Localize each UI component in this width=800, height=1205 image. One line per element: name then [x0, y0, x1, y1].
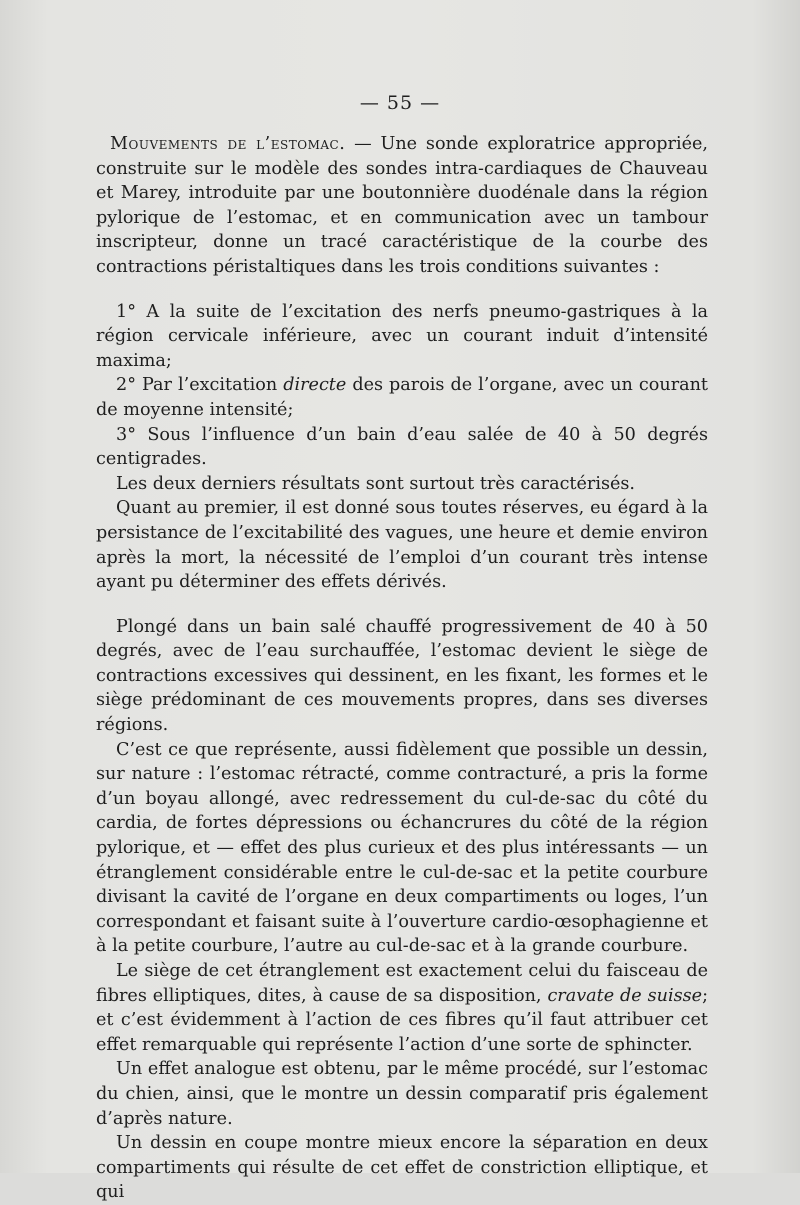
- page-number: — 55 —: [359, 92, 441, 114]
- paragraph-3: Plongé dans un bain salé chauffé progressivement de 40 à 50 degrés, avec de l’eau surchauffée, l’estomac devient le siège de contractions excessives qui dessinent, en les fixant, les formes et le siège prédominant de ces mouvements propres, dans ses diverses régions.: [96, 616, 708, 736]
- paragraph-1: Les deux derniers résultats sont surtout très caractérisés.: [116, 473, 636, 494]
- section-intro-paragraph: [96, 132, 708, 280]
- paragraph-5: [96, 959, 708, 1057]
- paragraph-5-prefix: Le siège de cet étranglement est exactement celui du faisceau de fibres elliptiques, dites, à cause de sa disposition,: [96, 961, 708, 1006]
- condition-2-prefix: 2° Par l’excitation: [116, 375, 284, 396]
- paragraph-4: C’est ce que représente, aussi fidèlement que possible un dessin, sur nature : l’estomac rétracté, comme contracturé, a pris la forme d’un boyau allongé, avec redressement du cul-de-sac du côté du cardia, de fortes dépressions ou échancrures du côté de la région pylorique, et — effet des plus curieux et des plus intéressants — un étranglement considérable entre le cul-de-sac et la petite courbure divisant la cavité de l’organe en deux compartiments ou loges, l’un correspondant et faisant suite à l’ouverture cardio-œsophagienne et à la petite courbure, l’autre au cul-de-sac et à la grande courbure.: [96, 739, 708, 957]
- condition-2-emphasis: directe: [283, 375, 347, 396]
- body-text: [96, 132, 708, 1205]
- paragraph-7: Un dessin en coupe montre mieux encore la séparation en deux compartiments qui résulte de cet effet de constriction elliptique, et qui: [96, 1133, 708, 1203]
- section-heading: Mouvements de l’estomac.: [110, 134, 346, 154]
- paragraph-5-emphasis: cravate de suisse: [547, 985, 703, 1006]
- paragraph-6: Un effet analogue est obtenu, par le même procédé, sur l’estomac du chien, ainsi, que le montre un dessin comparatif pris également d’après nature.: [96, 1059, 708, 1129]
- condition-3: 3° Sous l’influence d’un bain d’eau salée de 40 à 50 degrés centigrades.: [96, 424, 708, 470]
- paragraph-2: Quant au premier, il est donné sous toutes réserves, eu égard à la persistance de l’excitabilité des vagues, une heure et demie environ après la mort, la nécessité de l’emploi d’un courant très intense ayant pu déterminer des effets dérivés.: [96, 498, 708, 593]
- condition-2-suffix: des parois de l’organe, avec un courant de moyenne intensité;: [96, 375, 708, 420]
- section-intro-text: — Une sonde exploratrice appropriée, construite sur le modèle des sondes intra-cardiaques de Chauveau et Marey, introduite par une boutonnière duodénale dans la région pylorique de l’estomac, et en communication avec un tambour inscripteur, donne un tracé caractéristique de la courbe des contractions péristaltiques dans les trois conditions suivantes :: [96, 134, 708, 277]
- condition-2: [96, 373, 708, 422]
- paragraph-5-suffix: ; et c’est évidemment à l’action de ces fibres qu’il faut attribuer cet effet remarquable qui représente l’action d’une sorte de sphincter.: [96, 985, 708, 1055]
- condition-1: 1° A la suite de l’excitation des nerfs pneumo-gastriques à la région cervicale inférieure, avec un courant induit d’intensité maxima;: [96, 301, 708, 371]
